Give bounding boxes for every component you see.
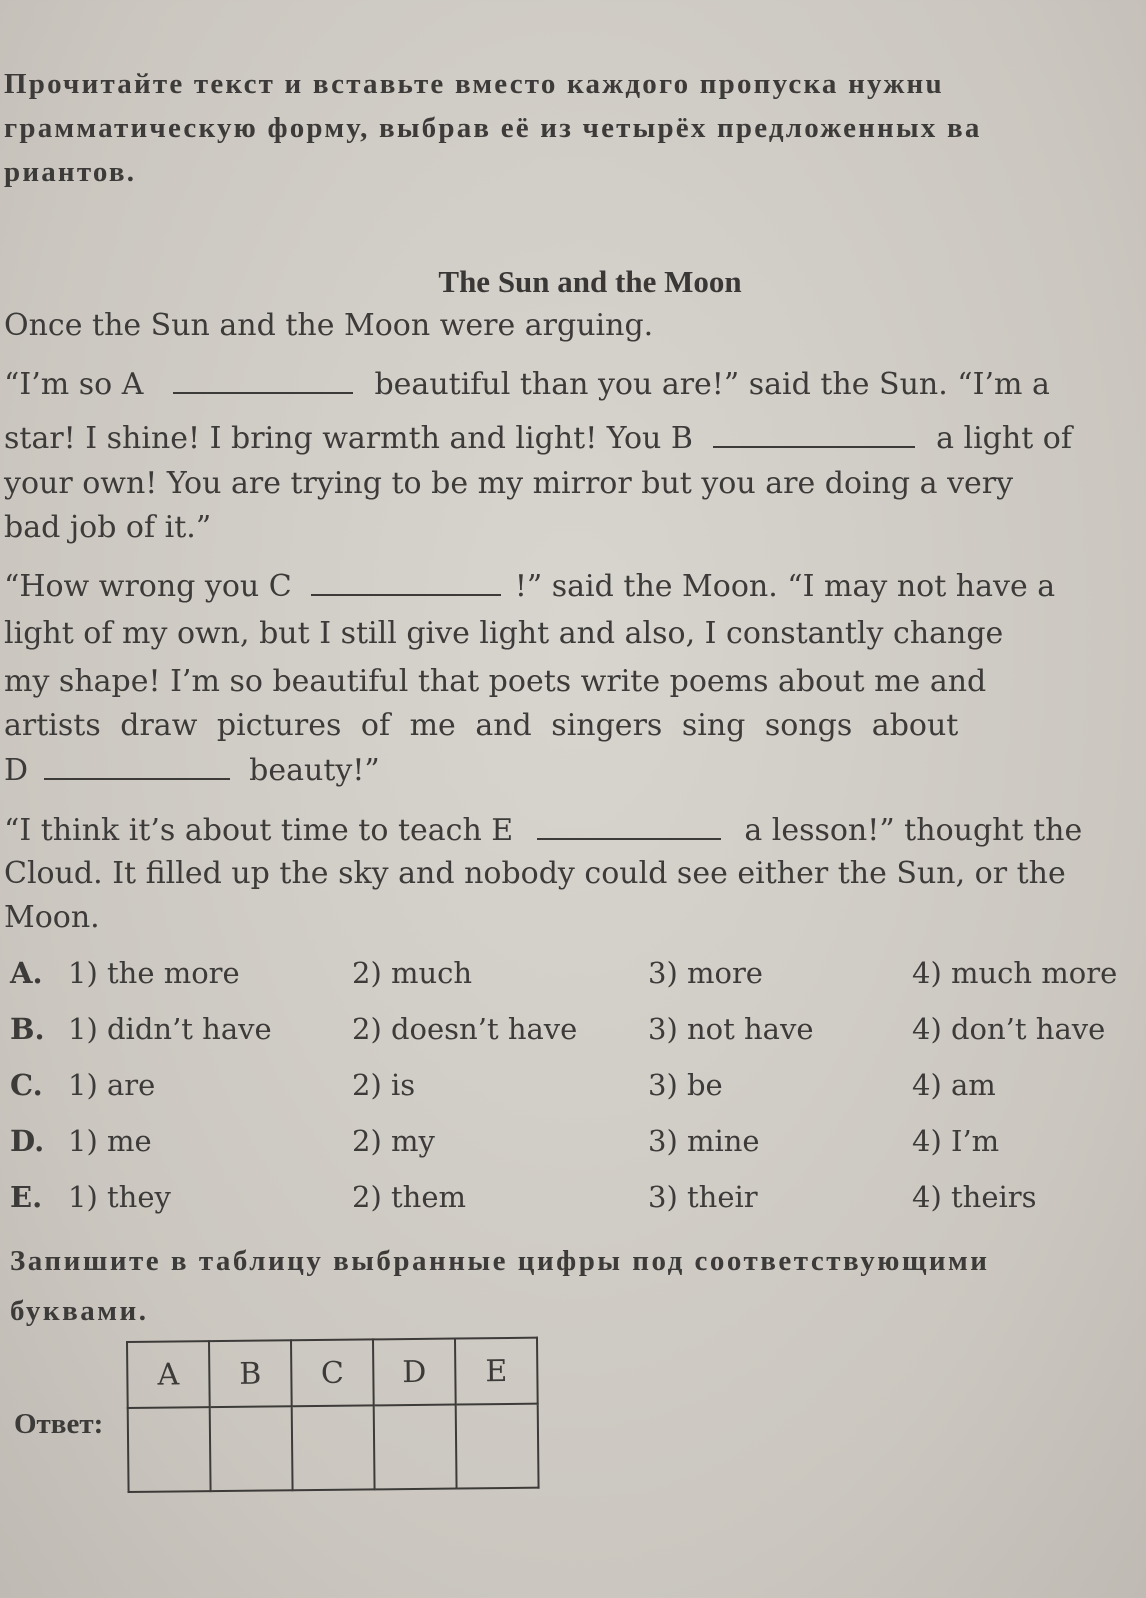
text-line (4, 420, 1072, 456)
option-letter: C. (10, 1068, 43, 1102)
text-fragment: “I think it’s about time to teach E (4, 813, 514, 848)
option-2[interactable]: 2) doesn’t have (352, 1012, 578, 1046)
answer-table-header-row (127, 1338, 538, 1408)
text-fragment: “How wrong you C (4, 569, 292, 604)
gap-a-blank[interactable] (173, 366, 353, 394)
option-4[interactable]: 4) theirs (912, 1180, 1037, 1214)
text-line: artists draw pictures of me and singers sing songs about (4, 708, 959, 743)
option-letter: D. (10, 1124, 45, 1158)
option-1[interactable]: 1) are (68, 1068, 156, 1102)
option-1[interactable]: 1) didn’t have (68, 1012, 272, 1046)
option-letter: B. (10, 1012, 45, 1046)
text-fragment: star! I shine! I bring warmth and light! You B (4, 421, 693, 456)
answer-cell-c[interactable] (292, 1405, 375, 1490)
text-fragment: beauty!” (249, 753, 380, 788)
text-fragment: beautiful than you are!” said the Sun. “I’m a (374, 367, 1050, 402)
option-3[interactable]: 3) not have (648, 1012, 814, 1046)
option-4[interactable]: 4) I’m (912, 1124, 1000, 1158)
gap-e-blank[interactable] (537, 812, 721, 840)
option-2[interactable]: 2) my (352, 1124, 435, 1158)
text-fragment: “I’m so A (4, 367, 144, 402)
text-line (4, 812, 1082, 848)
text-line: Cloud. It filled up the sky and nobody could see either the Sun, or the (4, 856, 1066, 891)
option-letter: A. (10, 956, 43, 990)
answer-cell-d[interactable] (374, 1405, 457, 1490)
answer-table-input-row (128, 1404, 539, 1492)
option-2[interactable]: 2) is (352, 1068, 416, 1102)
gap-c-blank[interactable] (311, 568, 501, 596)
option-3[interactable]: 3) their (648, 1180, 758, 1214)
instructions-line-3: риантов. (4, 156, 137, 188)
answer-instructions-line-2: буквами. (10, 1295, 149, 1327)
option-2[interactable]: 2) much (352, 956, 473, 990)
option-4[interactable]: 4) don’t have (912, 1012, 1106, 1046)
answer-header-d: D (373, 1339, 456, 1406)
option-1[interactable]: 1) they (68, 1180, 171, 1214)
option-3[interactable]: 3) more (648, 956, 763, 990)
option-4[interactable]: 4) am (912, 1068, 996, 1102)
answer-cell-b[interactable] (210, 1406, 293, 1491)
text-fragment: !” said the Moon. “I may not have a (514, 569, 1056, 604)
text-line: Moon. (4, 900, 100, 935)
answer-header-b: B (209, 1340, 292, 1407)
gap-b-blank[interactable] (713, 420, 915, 448)
answer-table (126, 1337, 540, 1493)
answer-cell-a[interactable] (128, 1407, 211, 1492)
task-instructions (4, 62, 1144, 194)
answer-cell-e[interactable] (456, 1404, 539, 1489)
answer-header-e: E (455, 1338, 538, 1405)
text-fragment: D (4, 753, 29, 788)
answer-header-a: A (127, 1341, 210, 1408)
answer-instructions (10, 1236, 1140, 1336)
text-line: light of my own, but I still give light and also, I constantly change (4, 616, 1004, 651)
text-line: your own! You are trying to be my mirror but you are doing a very (4, 466, 1014, 501)
text-line (4, 568, 1055, 604)
answer-label: Ответ: (14, 1408, 104, 1440)
answer-header-c: C (291, 1339, 374, 1406)
option-2[interactable]: 2) them (352, 1180, 466, 1214)
text-fragment: a light of (936, 421, 1072, 456)
text-line: my shape! I’m so beautiful that poets write poems about me and (4, 664, 987, 699)
text-line (4, 752, 380, 788)
story-title: The Sun and the Moon (438, 264, 742, 299)
option-3[interactable]: 3) mine (648, 1124, 760, 1158)
answer-instructions-line-1: Запишите в таблицу выбранные цифры под соответствующими (10, 1245, 990, 1277)
instructions-line-1: Прочитайте текст и вставьте вместо каждого пропуска нужнu (4, 68, 944, 100)
option-letter: E. (10, 1180, 43, 1214)
gap-d-blank[interactable] (44, 752, 230, 780)
text-line (4, 366, 1050, 402)
option-1[interactable]: 1) the more (68, 956, 240, 990)
instructions-line-2: грамматическую форму, выбрав её из четырёх предложенных ва (4, 112, 982, 144)
text-fragment: a lesson!” thought the (744, 813, 1083, 848)
text-line: bad job of it.” (4, 510, 212, 545)
option-3[interactable]: 3) be (648, 1068, 723, 1102)
text-line: Once the Sun and the Moon were arguing. (4, 308, 654, 343)
option-4[interactable]: 4) much more (912, 956, 1118, 990)
option-1[interactable]: 1) me (68, 1124, 152, 1158)
